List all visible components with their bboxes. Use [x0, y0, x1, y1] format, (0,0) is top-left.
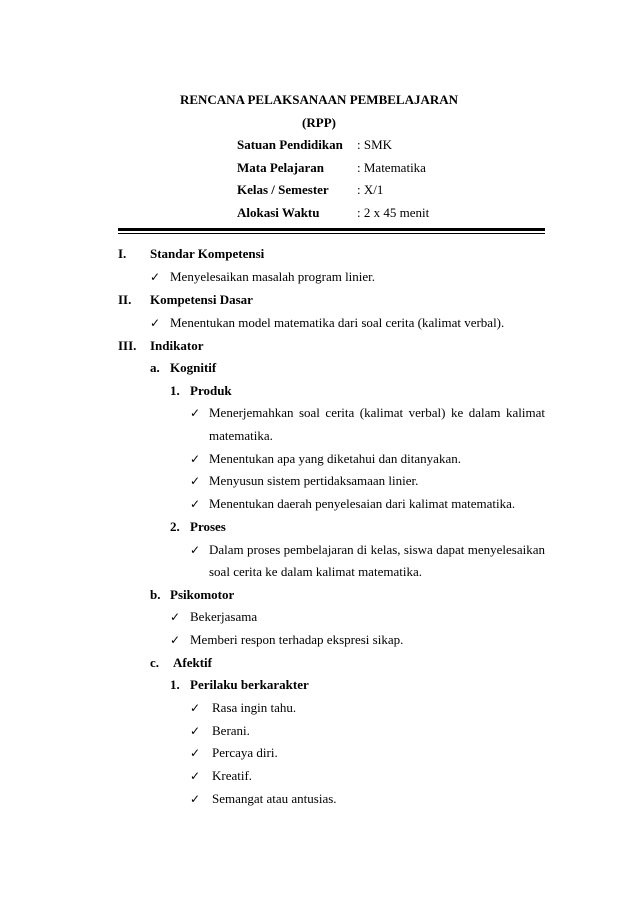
check-icon: ✓ — [190, 792, 201, 806]
check-icon: ✓ — [190, 406, 201, 420]
section-title: Standar Kompetensi — [150, 246, 265, 261]
header-divider-thin — [118, 233, 545, 234]
list-item-continued: matematika. — [209, 428, 273, 443]
list-item: Rasa ingin tahu. — [212, 700, 297, 715]
check-icon: ✓ — [190, 497, 201, 511]
check-icon: ✓ — [190, 543, 201, 557]
check-icon: ✓ — [170, 610, 181, 624]
check-icon: ✓ — [190, 746, 201, 760]
subsection-title: Afektif — [173, 655, 212, 670]
header-divider-thick — [118, 228, 545, 231]
doc-title: RENCANA PELAKSANAAN PEMBELAJARAN — [179, 92, 459, 107]
list-item: Menyelesaikan masalah program linier. — [170, 269, 376, 284]
section-number: I. — [118, 246, 127, 261]
subsection-title: Psikomotor — [170, 587, 235, 602]
list-item: Bekerjasama — [190, 609, 258, 624]
list-item: Berani. — [212, 723, 250, 738]
check-icon: ✓ — [190, 769, 201, 783]
info-value: : 2 x 45 menit — [357, 205, 430, 220]
check-icon: ✓ — [190, 474, 201, 488]
subitem-title: Produk — [190, 383, 232, 398]
subitem-label: 1. — [170, 383, 180, 398]
list-item: Menentukan daerah penyelesaian dari kalimat matematika. — [209, 496, 516, 511]
doc-subtitle: (RPP) — [302, 115, 336, 130]
section-title: Kompetensi Dasar — [150, 292, 253, 307]
list-item: Menerjemahkan soal cerita (kalimat verbal) ke dalam kalimat — [209, 405, 545, 420]
list-item-continued: soal cerita ke dalam kalimat matematika. — [209, 564, 422, 579]
list-item: Menentukan apa yang diketahui dan ditanyakan. — [209, 451, 461, 466]
check-icon: ✓ — [150, 316, 161, 330]
list-item: Kreatif. — [212, 768, 253, 783]
check-icon: ✓ — [190, 701, 201, 715]
info-value: : SMK — [357, 137, 393, 152]
check-icon: ✓ — [190, 452, 201, 466]
info-label: Alokasi Waktu — [237, 205, 320, 220]
subitem-title: Proses — [190, 519, 226, 534]
info-label: Satuan Pendidikan — [237, 137, 343, 152]
list-item: Semangat atau antusias. — [212, 791, 337, 806]
check-icon: ✓ — [170, 633, 181, 647]
check-icon: ✓ — [190, 724, 201, 738]
list-item: Dalam proses pembelajaran di kelas, siswa dapat menyelesaikan — [209, 542, 545, 557]
section-number: III. — [118, 338, 137, 353]
info-value: : X/1 — [357, 182, 384, 197]
info-label: Kelas / Semester — [237, 182, 329, 197]
subsection-label: c. — [150, 655, 160, 670]
info-label: Mata Pelajaran — [237, 160, 325, 175]
subitem-title: Perilaku berkarakter — [190, 677, 309, 692]
list-item: Percaya diri. — [212, 745, 278, 760]
list-item: Menyusun sistem pertidaksamaan linier. — [209, 473, 419, 488]
check-icon: ✓ — [150, 270, 161, 284]
section-title: Indikator — [150, 338, 204, 353]
list-item: Menentukan model matematika dari soal cerita (kalimat verbal). — [170, 315, 505, 330]
subitem-label: 1. — [170, 677, 180, 692]
list-item: Memberi respon terhadap ekspresi sikap. — [190, 632, 404, 647]
subitem-label: 2. — [170, 519, 180, 534]
subsection-label: b. — [150, 587, 161, 602]
info-value: : Matematika — [357, 160, 426, 175]
subsection-label: a. — [150, 360, 160, 375]
subsection-title: Kognitif — [170, 360, 217, 375]
section-number: II. — [118, 292, 132, 307]
